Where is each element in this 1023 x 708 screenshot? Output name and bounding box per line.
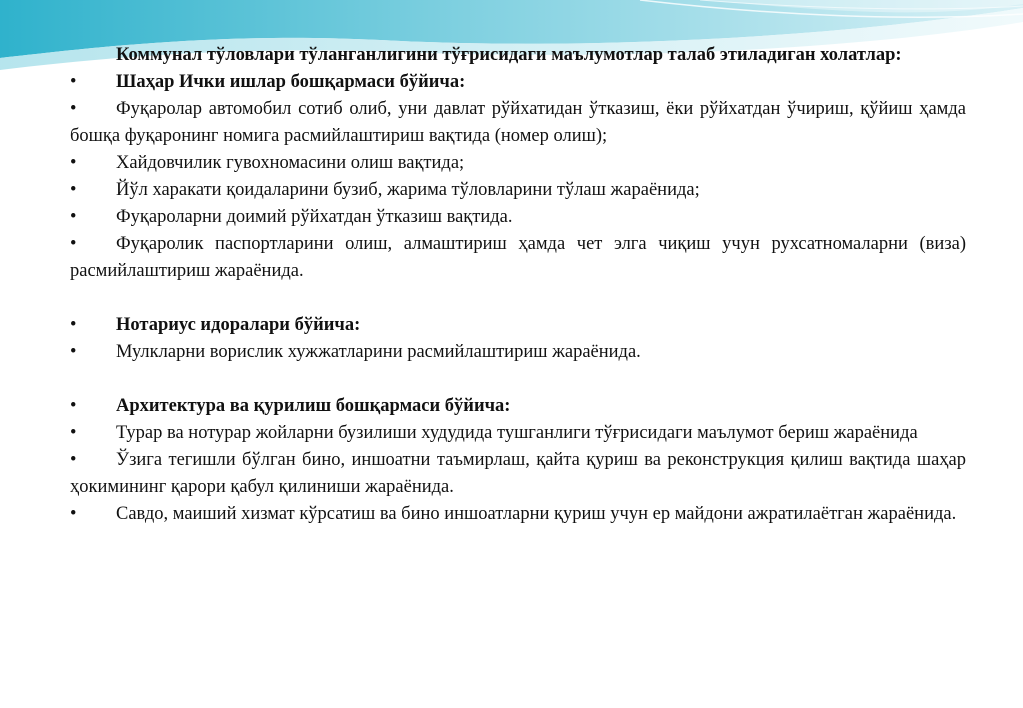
list-item: • Хайдовчилик гувохномасини олиш вақтида; [70,150,966,177]
bullet: • [70,234,77,254]
bullet: • [70,504,77,524]
bullet: • [70,207,77,227]
bullet: • [70,423,77,443]
list-item: • Фуқаролик паспортларини олиш, алмаштириш ҳамда чет элга чиқиш учун рухсатномаларни (виза) расмийлаштириш жараёнида. [70,231,966,285]
spacer [70,285,966,312]
content [70,42,966,528]
bullet: • [70,315,77,335]
bullet: • [70,180,77,200]
list-item: • Турар ва нотурар жойларни бузилиши худудида тушганлиги тўғрисидаги маълумот бериш жараёнида [70,420,966,447]
list-item: • Мулкларни ворислик хужжатларини расмийлаштириш жараёнида. [70,339,966,366]
list-item: • Фуқаролар автомобил сотиб олиб, уни давлат рўйхатидан ўтказиш, ёки рўйхатдан ўчириш, қўйиш ҳамда бошқа фуқаронинг номига расмийлаштириш вақтида (номер олиш); [70,96,966,150]
section-heading-notary: • Нотариус идоралари бўйича: [70,312,966,339]
bullet: • [70,342,77,362]
spacer [70,366,966,393]
bullet: • [70,99,77,119]
bullet: • [70,450,77,470]
list-item: • Ўзига тегишли бўлган бино, иншоатни таъмирлаш, қайта қуриш ва реконструкция қилиш вақтида шаҳар ҳокимининг қарори қабул қилиниши жараёнида. [70,447,966,501]
bullet: • [70,396,77,416]
list-item: • Йўл харакати қоидаларини бузиб, жарима тўловларини тўлаш жараёнида; [70,177,966,204]
list-item: • Савдо, маиший хизмат кўрсатиш ва бино иншоатларни қуриш учун ер майдони ажратилаётган жараёнида. [70,501,966,528]
bullet: • [70,153,77,173]
page-title: Коммунал тўловлари тўланганлигини тўғрисидаги маълумотлар талаб этиладиган холатлар: [116,45,902,65]
list-item: • Фуқароларни доимий рўйхатдан ўтказиш вақтида. [70,204,966,231]
section-heading-architecture: • Архитектура ва қурилиш бошқармаси бўйича: [70,393,966,420]
section-heading-internal-affairs: • Шаҳар Ички ишлар бошқармаси бўйича: [70,69,966,96]
bullet: • [70,72,77,92]
